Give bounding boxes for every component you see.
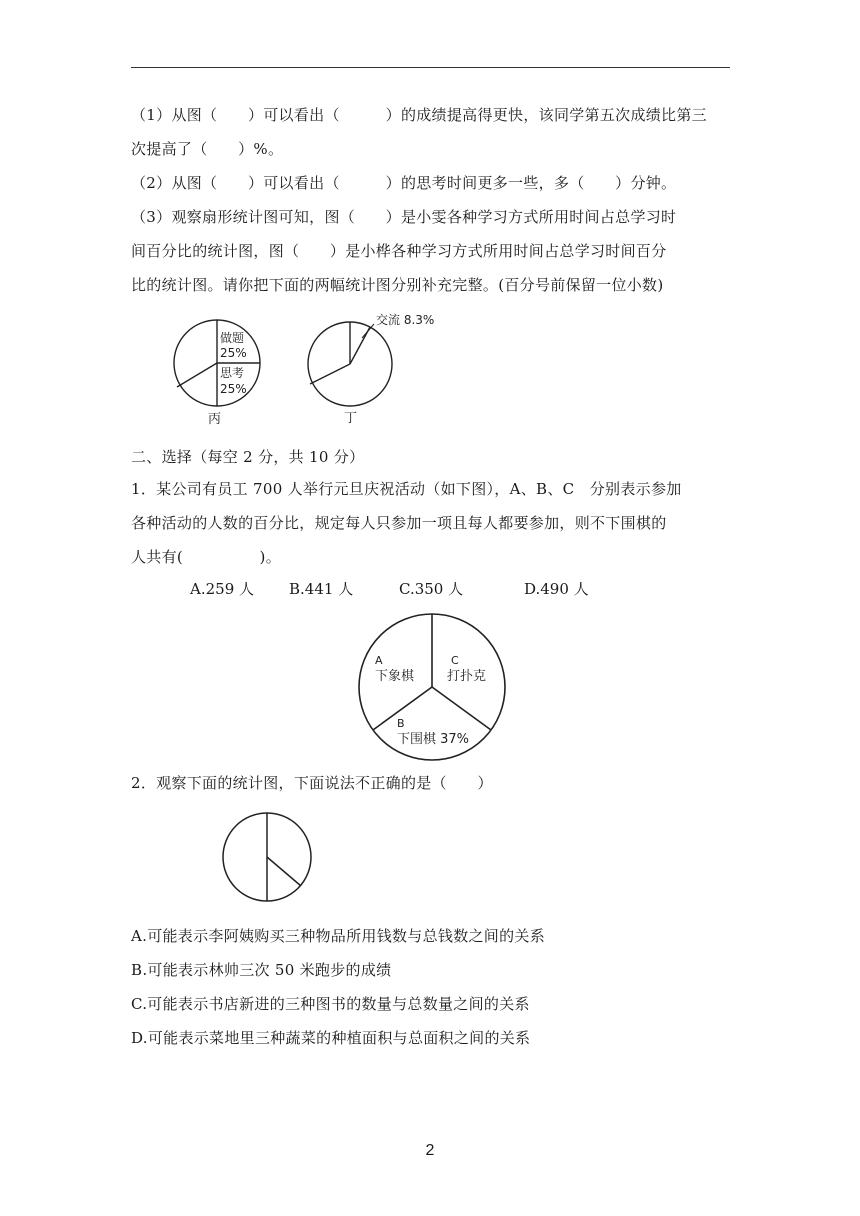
pie-activities-c-letter: C <box>451 654 459 667</box>
q2-choice-c: C.可能表示书店新进的三种图书的数量与总数量之间的关系 <box>131 995 530 1013</box>
pie-bing-slice2-name: 思考 <box>220 366 245 380</box>
pie-activities-divider-right <box>432 687 491 730</box>
q1-option-a: A.259 人 <box>190 580 254 598</box>
q1-option-c: C.350 人 <box>399 580 464 598</box>
q2-choice-a: A.可能表示李阿姨购买三种物品所用钱数与总钱数之间的关系 <box>131 927 546 945</box>
pie-chart-bing <box>160 315 280 430</box>
pie-activities-a-letter: A <box>375 654 383 667</box>
q1-text-line-2: 各种活动的人数的百分比，规定每人只参加一项且每人都要参加，则不下围棋的 <box>131 514 667 532</box>
pie-ding-annotation: 交流 8.3% <box>376 313 435 327</box>
pie-bing-slice1-name: 做题 <box>220 331 245 345</box>
pie-chart-q2 <box>222 810 312 905</box>
pie-activities-c-name: 打扑克 <box>447 669 487 684</box>
pie-bing-slice2-pct: 25% <box>220 382 247 396</box>
q3-text-line-1: （1）从图（ ）可以看出（ ）的成绩提高得更快，该同学第五次成绩比第三 <box>131 106 707 124</box>
q1-option-b: B.441 人 <box>289 580 354 598</box>
q3-text-line-4: （3）观察扇形统计图可知，图（ ）是小雯各种学习方式所用时间占总学习时 <box>131 208 677 226</box>
pie-activities-a-name: 下象棋 <box>375 669 415 684</box>
pie-q2-divider-right <box>267 857 301 886</box>
q2-choice-d: D.可能表示菜地里三种蔬菜的种植面积与总面积之间的关系 <box>131 1029 531 1047</box>
pie-chart-activities <box>355 612 515 764</box>
q3-text-line-2: 次提高了（ ）%。 <box>131 140 284 158</box>
pie-chart-ding <box>300 312 470 432</box>
pie-ding-label: 丁 <box>344 411 358 426</box>
q3-text-line-5: 间百分比的统计图，图（ ）是小桦各种学习方式所用时间占总学习时间百分 <box>131 242 667 260</box>
pie-activities-b-name: 下围棋 37% <box>397 732 470 747</box>
q2-choice-b: B.可能表示林帅三次 50 米跑步的成绩 <box>131 961 392 979</box>
q3-text-line-6: 比的统计图。请你把下面的两幅统计图分别补充完整。(百分号前保留一位小数) <box>131 276 664 294</box>
pie-bing-slice1-pct: 25% <box>220 346 247 360</box>
q3-text-line-3: （2）从图（ ）可以看出（ ）的思考时间更多一些，多（ ）分钟。 <box>131 174 677 192</box>
q1-text-line-1: 1．某公司有员工 700 人举行元旦庆祝活动（如下图），A、B、C 分别表示参加 <box>131 480 682 498</box>
pie-activities-b-letter: B <box>397 717 405 730</box>
q1-text-line-3: 人共有( )。 <box>131 548 282 566</box>
page-number: 2 <box>425 1142 435 1159</box>
header-rule <box>131 67 730 68</box>
pie-ding-divider-left <box>310 364 350 384</box>
pie-bing-divider-left <box>177 363 217 387</box>
section-title: 二、选择（每空 2 分，共 10 分） <box>131 448 365 466</box>
q2-stem: 2．观察下面的统计图，下面说法不正确的是（ ） <box>131 774 493 792</box>
q1-option-d: D.490 人 <box>524 580 589 598</box>
pie-bing-label: 丙 <box>208 412 222 427</box>
